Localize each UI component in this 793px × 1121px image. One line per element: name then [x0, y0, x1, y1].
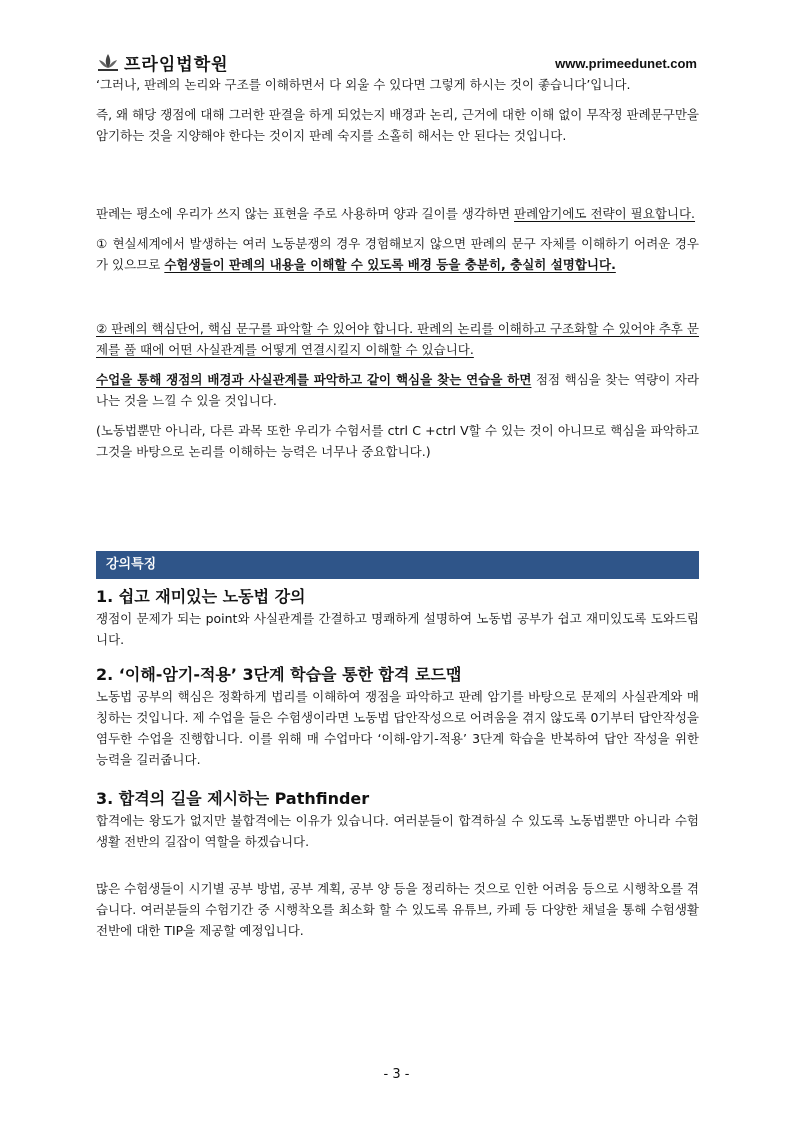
paragraph-3-underline: 판례암기에도 전략이 필요합니다.: [514, 206, 696, 221]
paragraph-5-underline: ② 판례의 핵심단어, 핵심 문구를 파악할 수 있어야 합니다. 판례의 논리를 이해하고 구조화할 수 있어야 추후 문제를 풀 때에 어떤 사실관계를 어떻게 연결시킬지 이해할 수 있습니다.: [96, 321, 699, 357]
feature-body-1: 쟁점이 문제가 되는 point와 사실관계를 간결하고 명쾌하게 설명하여 노동법 공부가 쉽고 재미있도록 도와드립니다.: [96, 611, 699, 647]
paragraph-3: [96, 203, 699, 224]
feature-title-3: 3. 합격의 길을 제시하는 Pathfinder: [96, 789, 370, 808]
feature-section-1: [96, 586, 699, 650]
feature-title-2: 2. ‘이해-암기-적용’ 3단계 학습을 통한 합격 로드맵: [96, 665, 462, 684]
paragraph-5: [96, 318, 699, 360]
logo: [96, 50, 229, 75]
feature-body-2: 노동법 공부의 핵심은 정확하게 법리를 이해하여 쟁점을 파악하고 판례 암기를 바탕으로 문제의 사실관계와 매칭하는 것입니다. 제 수업을 들은 수험생이라면 노동법 답안작성으로 어려움을 겪지 않도록 0기부터 답안작성을 염두한 수업을 진행합니다. 이를 위해 매 수업마다 ‘이해-암기-적용’ 3단계 학습을 반복하여 답안 작성을 위한 능력을 길러줍니다.: [96, 689, 699, 767]
section-band: 강의특징: [96, 551, 699, 579]
paragraph-2: 즉, 왜 해당 쟁점에 대해 그러한 판결을 하게 되었는지 배경과 논리, 근거에 대한 이해 없이 무작정 판례문구만을 암기하는 것을 지양해야 한다는 것이지 판례 숙지를 소홀히 해서는 안 된다는 것입니다.: [96, 107, 699, 143]
paragraph-3-text: 판례는 평소에 우리가 쓰지 않는 표현을 주로 사용하며 양과 길이를 생각하면: [96, 206, 515, 221]
page-header: [96, 50, 697, 74]
feature-title-1: 1. 쉽고 재미있는 노동법 강의: [96, 587, 306, 606]
paragraph-1: ‘그러나, 판례의 논리와 구조를 이해하면서 다 외울 수 있다면 그렇게 하시는 것이 좋습니다’입니다.: [96, 77, 631, 92]
paragraph-4-bold: 수험생들이 판례의 내용을 이해할 수 있도록 배경 등을 충분히, 충실히 설명합니다.: [164, 257, 616, 272]
intro-content: [96, 74, 699, 462]
site-url[interactable]: www.primeedunet.com: [555, 56, 697, 71]
feature-section-2: [96, 664, 699, 770]
paragraph-4-text: ① 현실세계에서 발생하는 여러 노동분쟁의 경우 경험해보지 않으면 판례의 문구 자체를 이해하기 어려운 경우가 있으므로: [96, 236, 699, 272]
feature-body-3b: 많은 수험생들이 시기별 공부 방법, 공부 계획, 공부 양 등을 정리하는 것으로 인한 어려움 등으로 시행착오를 겪습니다. 여러분들의 수험기간 중 시행착오를 최소화 할 수 있도록 유튜브, 카페 등 다양한 채널을 통해 수험생활 전반에 대한 TIP을 제공할 예정입니다.: [96, 881, 699, 938]
paragraph-7: (노동법뿐만 아니라, 다른 과목 또한 우리가 수험서를 ctrl C +ctrl V할 수 있는 것이 아니므로 핵심을 파악하고 그것을 바탕으로 논리를 이해하는 능력은 너무나 중요합니다.): [96, 423, 699, 459]
paragraph-4: [96, 233, 699, 275]
lotus-logo-icon: [96, 52, 120, 74]
paragraph-6-text: 점점 핵심을 찾는 역량이 자라나는 것을 느낄 수 있을 것입니다.: [96, 372, 699, 408]
paragraph-6-bold: 수업을 통해 쟁점의 배경과 사실관계를 파악하고 같이 핵심을 찾는 연습을 하면: [96, 372, 532, 387]
feature-section-3: [96, 788, 699, 941]
feature-body-3: 합격에는 왕도가 없지만 불합격에는 이유가 있습니다. 여러분들이 합격하실 수 있도록 노동법뿐만 아니라 수험생활 전반의 길잡이 역할을 하겠습니다.: [96, 813, 699, 849]
logo-text: 프라임법학원: [124, 55, 229, 75]
page-number: - 3 -: [383, 1067, 410, 1082]
paragraph-6: [96, 369, 699, 411]
